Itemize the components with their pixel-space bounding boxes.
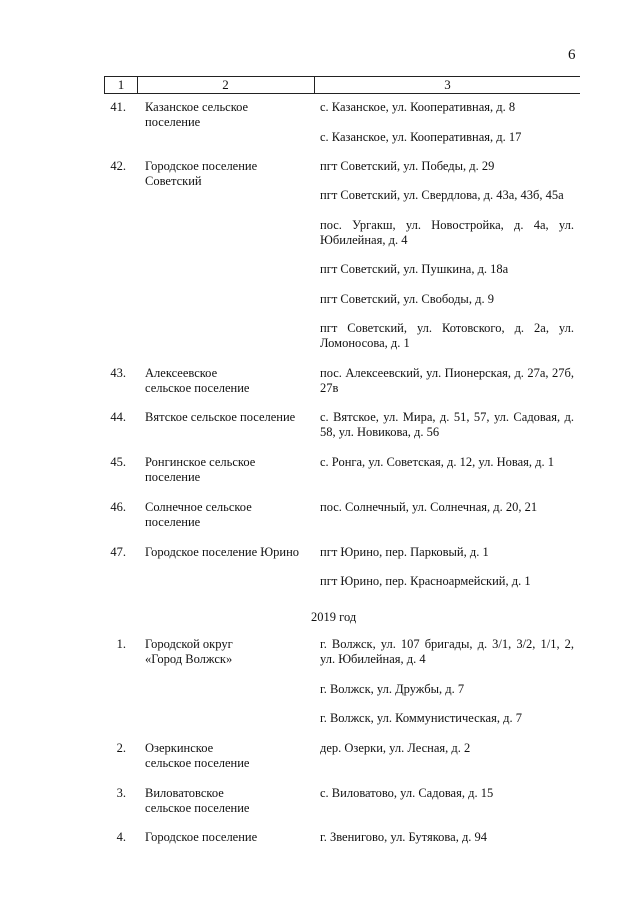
address: пос. Ургакш, ул. Новостройка, д. 4а, ул. Юбилейная, д. 4 [320, 218, 574, 247]
row-number: 41. [110, 100, 126, 114]
settlement-name: Городское поселение Юрино [145, 545, 300, 559]
address: пгт Юрино, пер. Красноармейский, д. 1 [320, 574, 531, 588]
row-number: 45. [110, 455, 126, 469]
settlement-name: Ронгинское сельское поселение [145, 455, 256, 484]
address: с. Ронга, ул. Советская, д. 12, ул. Новая, д. 1 [320, 455, 555, 469]
table-header [104, 76, 580, 94]
settlement-name: Городское поселение Советский [145, 159, 258, 188]
address: пос. Солнечный, ул. Солнечная, д. 20, 21 [320, 500, 538, 514]
address: дер. Озерки, ул. Лесная, д. 2 [320, 741, 471, 755]
address: пгт Советский, ул. Победы, д. 29 [320, 159, 495, 173]
address: пгт Юрино, пер. Парковый, д. 1 [320, 545, 489, 559]
header-col-2: 2 [137, 77, 315, 93]
year-heading: 2019 год [311, 610, 357, 624]
row-number: 1. [116, 637, 126, 651]
settlement-name: Виловатовское сельское поселение [145, 786, 250, 815]
settlement-name: Озеркинское сельское поселение [145, 741, 250, 770]
row-number: 3. [116, 786, 126, 800]
address: с. Виловатово, ул. Садовая, д. 15 [320, 786, 494, 800]
page-number: 6 [568, 47, 576, 63]
settlement-name: Городской округ «Город Волжск» [145, 637, 233, 666]
row-number: 2. [116, 741, 126, 755]
address: с. Казанское, ул. Кооперативная, д. 17 [320, 130, 522, 144]
address: с. Казанское, ул. Кооперативная, д. 8 [320, 100, 516, 114]
row-number: 42. [110, 159, 126, 173]
address: пос. Алексеевский, ул. Пионерская, д. 27а, 27б, 27в [320, 366, 574, 395]
address: пгт Советский, ул. Котовского, д. 2а, ул. Ломоносова, д. 1 [320, 321, 574, 350]
row-number: 46. [110, 500, 126, 514]
settlement-name: Казанское сельское поселение [145, 100, 249, 129]
address: с. Вятское, ул. Мира, д. 51, 57, ул. Садовая, д. 58, ул. Новикова, д. 56 [320, 410, 574, 439]
settlement-name: Алексеевское сельское поселение [145, 366, 250, 395]
header-col-3: 3 [444, 77, 451, 92]
address: пгт Советский, ул. Пушкина, д. 18а [320, 262, 509, 276]
row-number: 47. [110, 545, 126, 559]
address: г. Волжск, ул. Дружбы, д. 7 [320, 682, 465, 696]
address: пгт Советский, ул. Свердлова, д. 43а, 43б, 45а [320, 188, 564, 202]
row-number: 44. [110, 410, 126, 424]
address: г. Волжск, ул. Коммунистическая, д. 7 [320, 711, 522, 725]
row-number: 43. [110, 366, 126, 380]
settlement-name: Вятское сельское поселение [145, 410, 296, 424]
settlement-name: Солнечное сельское поселение [145, 500, 252, 529]
row-number: 4. [116, 830, 126, 844]
address: г. Волжск, ул. 107 бригады, д. 3/1, 3/2, 1/1, 2, ул. Юбилейная, д. 4 [320, 637, 574, 666]
address: г. Звенигово, ул. Бутякова, д. 94 [320, 830, 488, 844]
header-col-1: 1 [104, 77, 138, 93]
address: пгт Советский, ул. Свободы, д. 9 [320, 292, 494, 306]
settlement-name: Городское поселение [145, 830, 258, 844]
